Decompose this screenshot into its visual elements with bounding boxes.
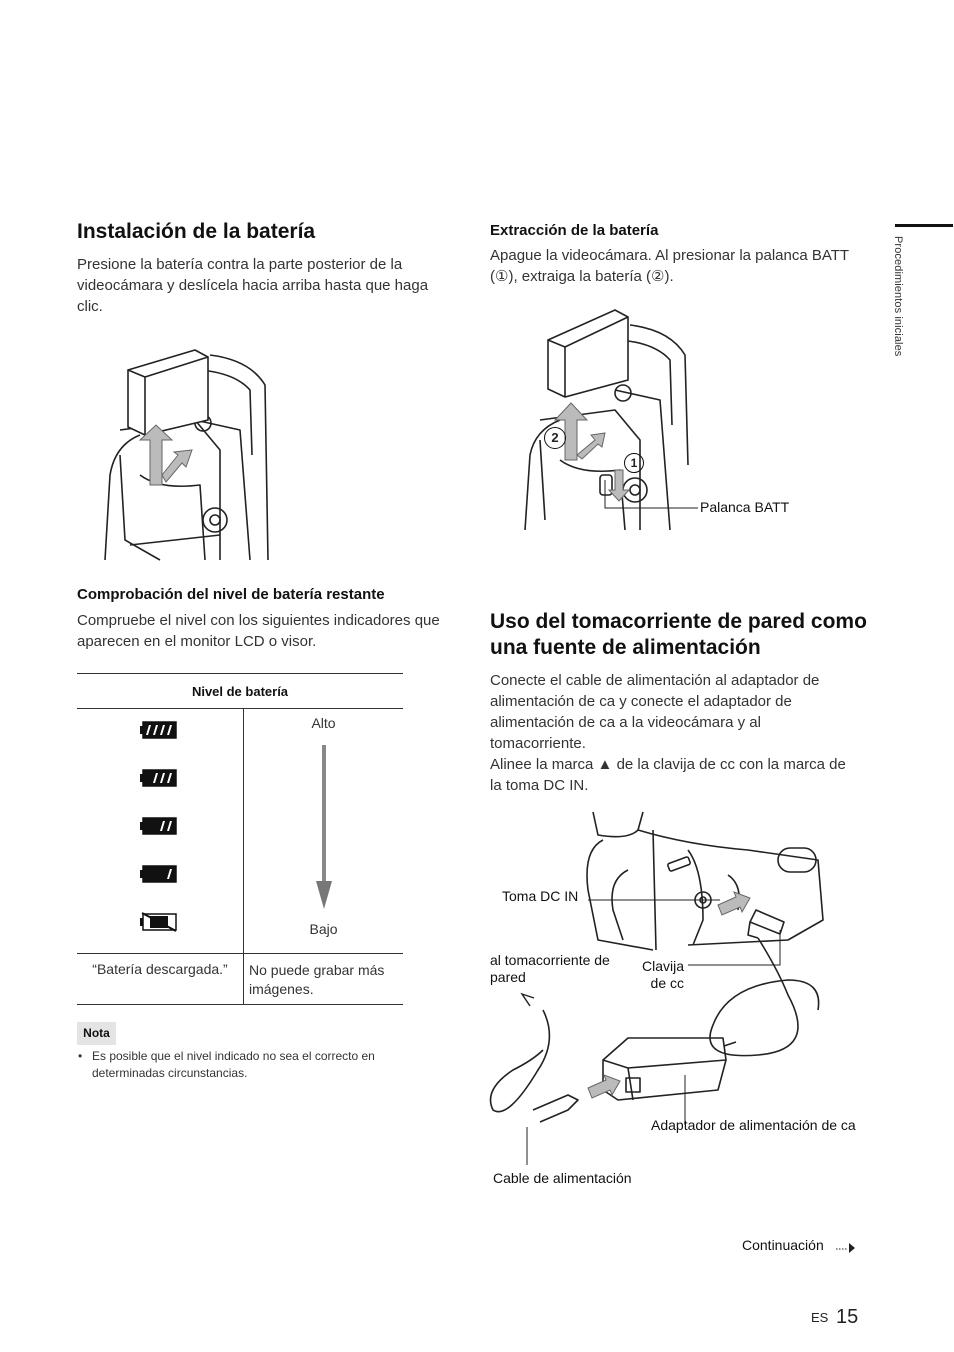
battery-icon-level-2 bbox=[140, 817, 178, 835]
discharged-label: “Batería descargada.” bbox=[77, 954, 244, 1005]
side-tab-label: Procedimientos iniciales bbox=[892, 236, 904, 357]
battery-icon-level-4 bbox=[140, 721, 178, 739]
battery-icons-cell bbox=[77, 709, 244, 954]
page-number: 15 bbox=[836, 1306, 859, 1328]
batt-lever-label: Palanca BATT bbox=[700, 499, 790, 515]
dc-in-label: Toma DC IN bbox=[502, 888, 579, 904]
nota-bullet-text: Es posible que el nivel indicado no sea el correcto en determinadas circunstancias. bbox=[92, 1049, 375, 1080]
battery-icon-level-3 bbox=[140, 769, 178, 787]
adapter-leader-lines bbox=[490, 895, 790, 1185]
bullet-dot: • bbox=[78, 1049, 83, 1063]
dc-plug-label: Clavija de cc bbox=[641, 958, 684, 991]
level-scale-cell bbox=[244, 709, 404, 954]
table-header: Nivel de batería bbox=[77, 674, 403, 709]
battery-level-table bbox=[77, 673, 403, 1005]
wall-outlet-label: al tomacorriente de pared bbox=[490, 952, 610, 985]
level-arrow bbox=[316, 745, 332, 909]
wall-body-2: Alinee la marca ▲ de la clavija de cc con la marca de la toma DC IN. bbox=[490, 756, 846, 794]
language-code: ES bbox=[811, 1310, 829, 1325]
extract-title: Extracción de la batería bbox=[490, 222, 659, 239]
wall-body-1: Conecte el cable de alimentación al adaptador de alimentación de ca y conecte el adaptador de alimentación de ca a la videocámara y al tomacorriente. bbox=[490, 672, 820, 752]
level-high-label: Alto bbox=[311, 715, 336, 731]
batt-leader-line bbox=[600, 480, 700, 510]
nota-label: Nota bbox=[77, 1022, 116, 1045]
install-body: Presione la batería contra la parte posterior de la videocámara y deslícela hacia arriba hasta que haga clic. bbox=[77, 256, 429, 315]
level-low-label: Bajo bbox=[309, 921, 338, 937]
step-2-marker: 2 bbox=[544, 427, 566, 449]
ac-adapter-label: Adaptador de alimentación de ca bbox=[651, 1117, 856, 1133]
battery-icon-level-1 bbox=[140, 865, 178, 883]
check-title: Comprobación del nivel de batería restante bbox=[77, 586, 385, 603]
install-title: Instalación de la batería bbox=[77, 220, 316, 243]
continue-label: Continuación bbox=[742, 1237, 824, 1253]
check-body: Compruebe el nivel con los siguientes indicadores que aparecen en el monitor LCD o visor. bbox=[77, 612, 440, 650]
continue-arrow-icon bbox=[836, 1241, 856, 1253]
wall-title: Uso del tomacorriente de pared como una fuente de alimentación bbox=[490, 610, 867, 659]
battery-icon-level-0 bbox=[140, 913, 178, 931]
extract-body: Apague la videocámara. Al presionar la palanca BATT (①), extraiga la batería (②). bbox=[490, 247, 849, 285]
side-tab-bar bbox=[895, 224, 953, 227]
cannot-record-label: No puede grabar más imágenes. bbox=[249, 962, 385, 997]
step-1-marker: 1 bbox=[624, 453, 644, 473]
nota-bullet bbox=[78, 1048, 418, 1082]
install-illustration bbox=[100, 335, 270, 560]
power-cord-label: Cable de alimentación bbox=[493, 1170, 632, 1186]
